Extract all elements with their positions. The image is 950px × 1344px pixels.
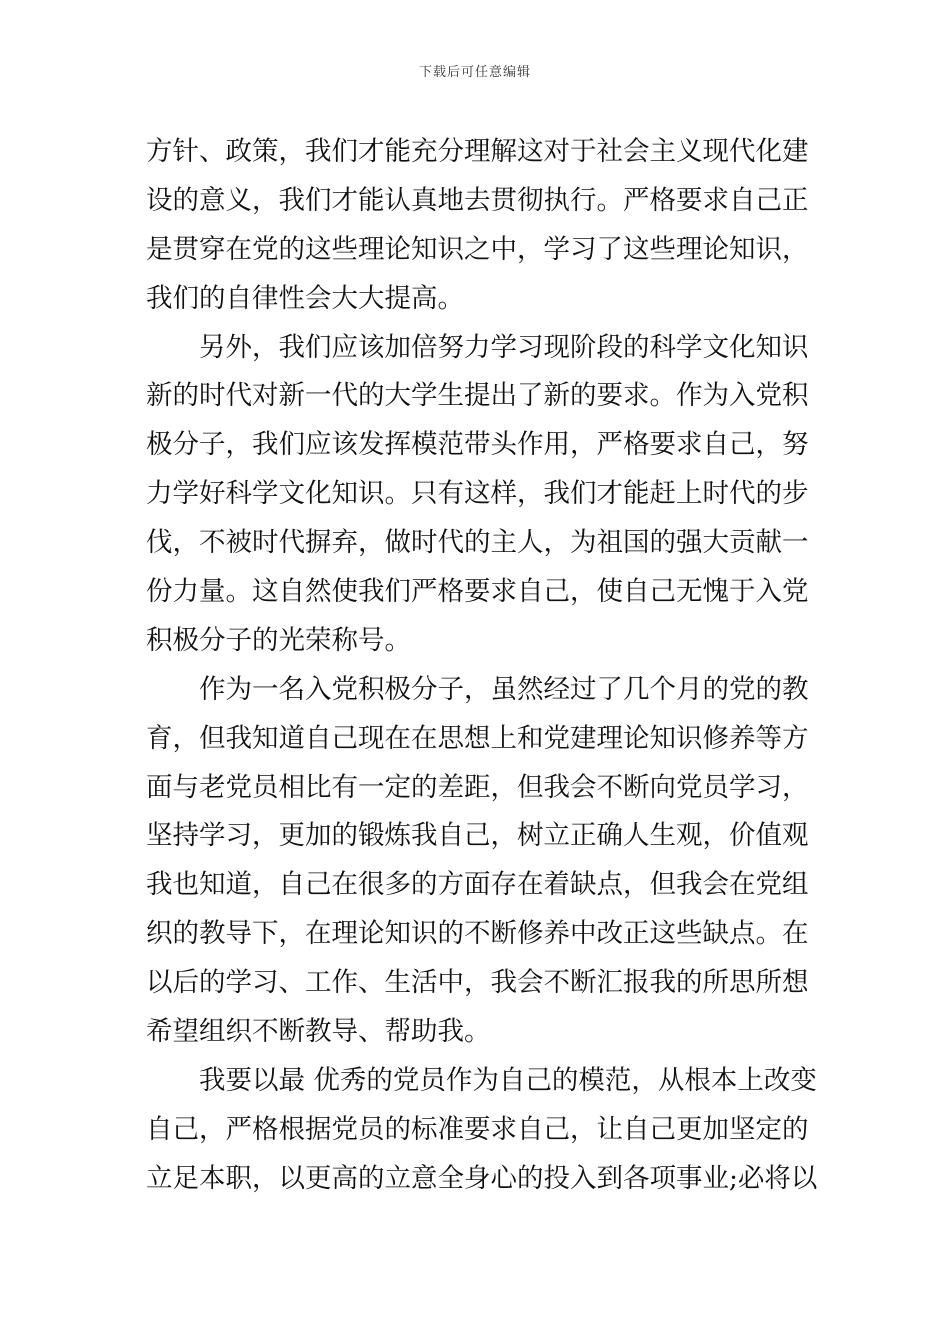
text-line: 新的时代对新一代的大学生提出了新的要求。作为入党积 bbox=[146, 380, 809, 412]
text-line: 积极分子的光荣称号。 bbox=[146, 624, 411, 656]
text-line: 是贯穿在党的这些理论知识之中，学习了这些理论知识， bbox=[146, 233, 809, 265]
text-line: 力学好科学文化知识。只有这样，我们才能赶上时代的步 bbox=[146, 478, 809, 510]
text-line: 自己，严格根据党员的标准要求自己，让自己更加坚定的 bbox=[146, 1113, 809, 1145]
text-line: 我也知道，自己在很多的方面存在着缺点，但我会在党组 bbox=[146, 869, 809, 901]
text-line: 另外，我们应该加倍努力学习现阶段的科学文化知识 bbox=[199, 331, 809, 363]
text-line: 以后的学习、工作、生活中，我会不断汇报我的所思所想 bbox=[146, 967, 809, 999]
text-line: 育，但我知道自己现在在思想上和党建理论知识修养等方 bbox=[146, 722, 809, 754]
text-line: 份力量。这自然使我们严格要求自己，使自己无愧于入党 bbox=[146, 576, 809, 608]
text-line: 极分子，我们应该发挥模范带头作用，严格要求自己，努 bbox=[146, 429, 809, 461]
text-line: 设的意义，我们才能认真地去贯彻执行。严格要求自己正 bbox=[146, 184, 809, 216]
text-line: 织的教导下，在理论知识的不断修养中改正这些缺点。在 bbox=[146, 918, 809, 950]
text-line: 我们的自律性会大大提高。 bbox=[146, 282, 464, 314]
page-header: 下载后可任意编辑 bbox=[418, 65, 531, 80]
text-line: 方针、政策，我们才能充分理解这对于社会主义现代化建 bbox=[146, 136, 809, 167]
text-line: 面与老党员相比有一定的差距，但我会不断向党员学习， bbox=[146, 771, 809, 803]
document-body bbox=[146, 128, 818, 1204]
text-line: 我要以最 优秀的党员作为自己的模范，从根本上改变 bbox=[199, 1064, 817, 1096]
text-line: 坚持学习，更加的锻炼我自己，树立正确人生观，价值观 bbox=[146, 820, 809, 852]
text-line: 伐，不被时代摒弃，做时代的主人，为祖国的强大贡献一 bbox=[146, 527, 809, 559]
text-line: 立足本职，以更高的立意全身心的投入到各项事业;必将以 bbox=[146, 1162, 818, 1194]
text-line: 希望组织不断教导、帮助我。 bbox=[146, 1016, 491, 1048]
text-line: 作为一名入党积极分子，虽然经过了几个月的党的教 bbox=[199, 673, 809, 705]
